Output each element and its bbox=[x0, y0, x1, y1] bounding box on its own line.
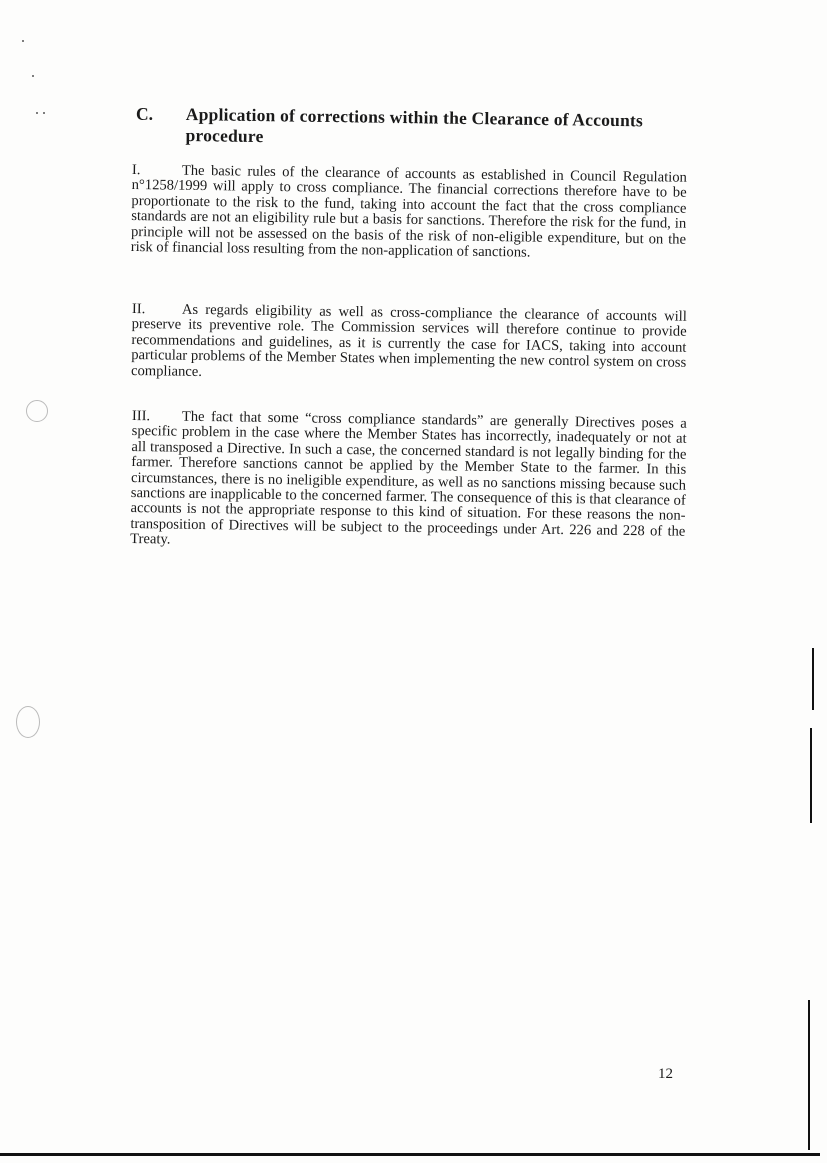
scan-edge-line bbox=[0, 1153, 820, 1156]
punch-hole bbox=[26, 400, 48, 422]
scan-margin-mark bbox=[810, 728, 812, 823]
paragraph-2 bbox=[131, 302, 687, 387]
paragraph-1 bbox=[131, 163, 687, 263]
paragraph-number: III. bbox=[131, 408, 151, 425]
scan-margin-mark bbox=[808, 1000, 810, 1150]
scan-speck bbox=[36, 112, 38, 114]
paragraph-text: As regards eligibility as well as cross-compliance the clearance of accounts will preserve its preventive role. The Commission services will therefore continue to provide recommendations and guidelines, as it is currently the case for IACS, taking into account particular problems of the Member States when implementing the new control system on cross compliance. bbox=[130, 301, 687, 380]
paragraph-number: I. bbox=[131, 162, 141, 179]
section-title: Application of corrections within the Clearance of Accounts procedure bbox=[185, 104, 644, 147]
scan-speck bbox=[43, 112, 45, 114]
section-letter: C. bbox=[136, 104, 154, 124]
paragraph-text: The basic rules of the clearance of accounts as established in Council Regulation n°1258/1999 will apply to cross compliance. The financial corrections therefore have to be proportionate to the risk to the fund, taking into account the fact that the cross compliance standards are not an eligibility rule but a basis for sanctions. Therefore the risk for the fund, in principle will not be assessed on the basis of the risk of non-eligible expenditure, but on the risk of financial loss resulting from the non-application of sanctions. bbox=[130, 162, 687, 261]
paragraph-3 bbox=[130, 409, 687, 555]
scan-speck bbox=[32, 75, 34, 77]
page-number: 12 bbox=[658, 1066, 673, 1082]
scan-margin-mark bbox=[812, 648, 814, 710]
section-heading bbox=[136, 104, 696, 146]
scan-speck bbox=[22, 40, 24, 42]
punch-hole bbox=[16, 706, 40, 738]
paragraph-number: II. bbox=[131, 301, 146, 318]
paragraph-text: The fact that some “cross compliance standards” are generally Directives poses a specific problem in the case where the Member States has incorrectly, inadequately or not at all transposed a Directive. In such a case, the concerned standard is not legally binding for the farmer. Therefore sanctions cannot be applied by the Member State to the farmer. In this circumstances, there is no ineligible expenditure, as well as no sanctions missing because such sanctions are inapplicable to the concerned farmer. The consequence of this is that clearance of accounts is not the appropriate response to this kind of situation. For these reasons the non-transposition of Directives will be subject to the proceedings under Art. 226 and 228 of the Treaty. bbox=[130, 408, 687, 548]
